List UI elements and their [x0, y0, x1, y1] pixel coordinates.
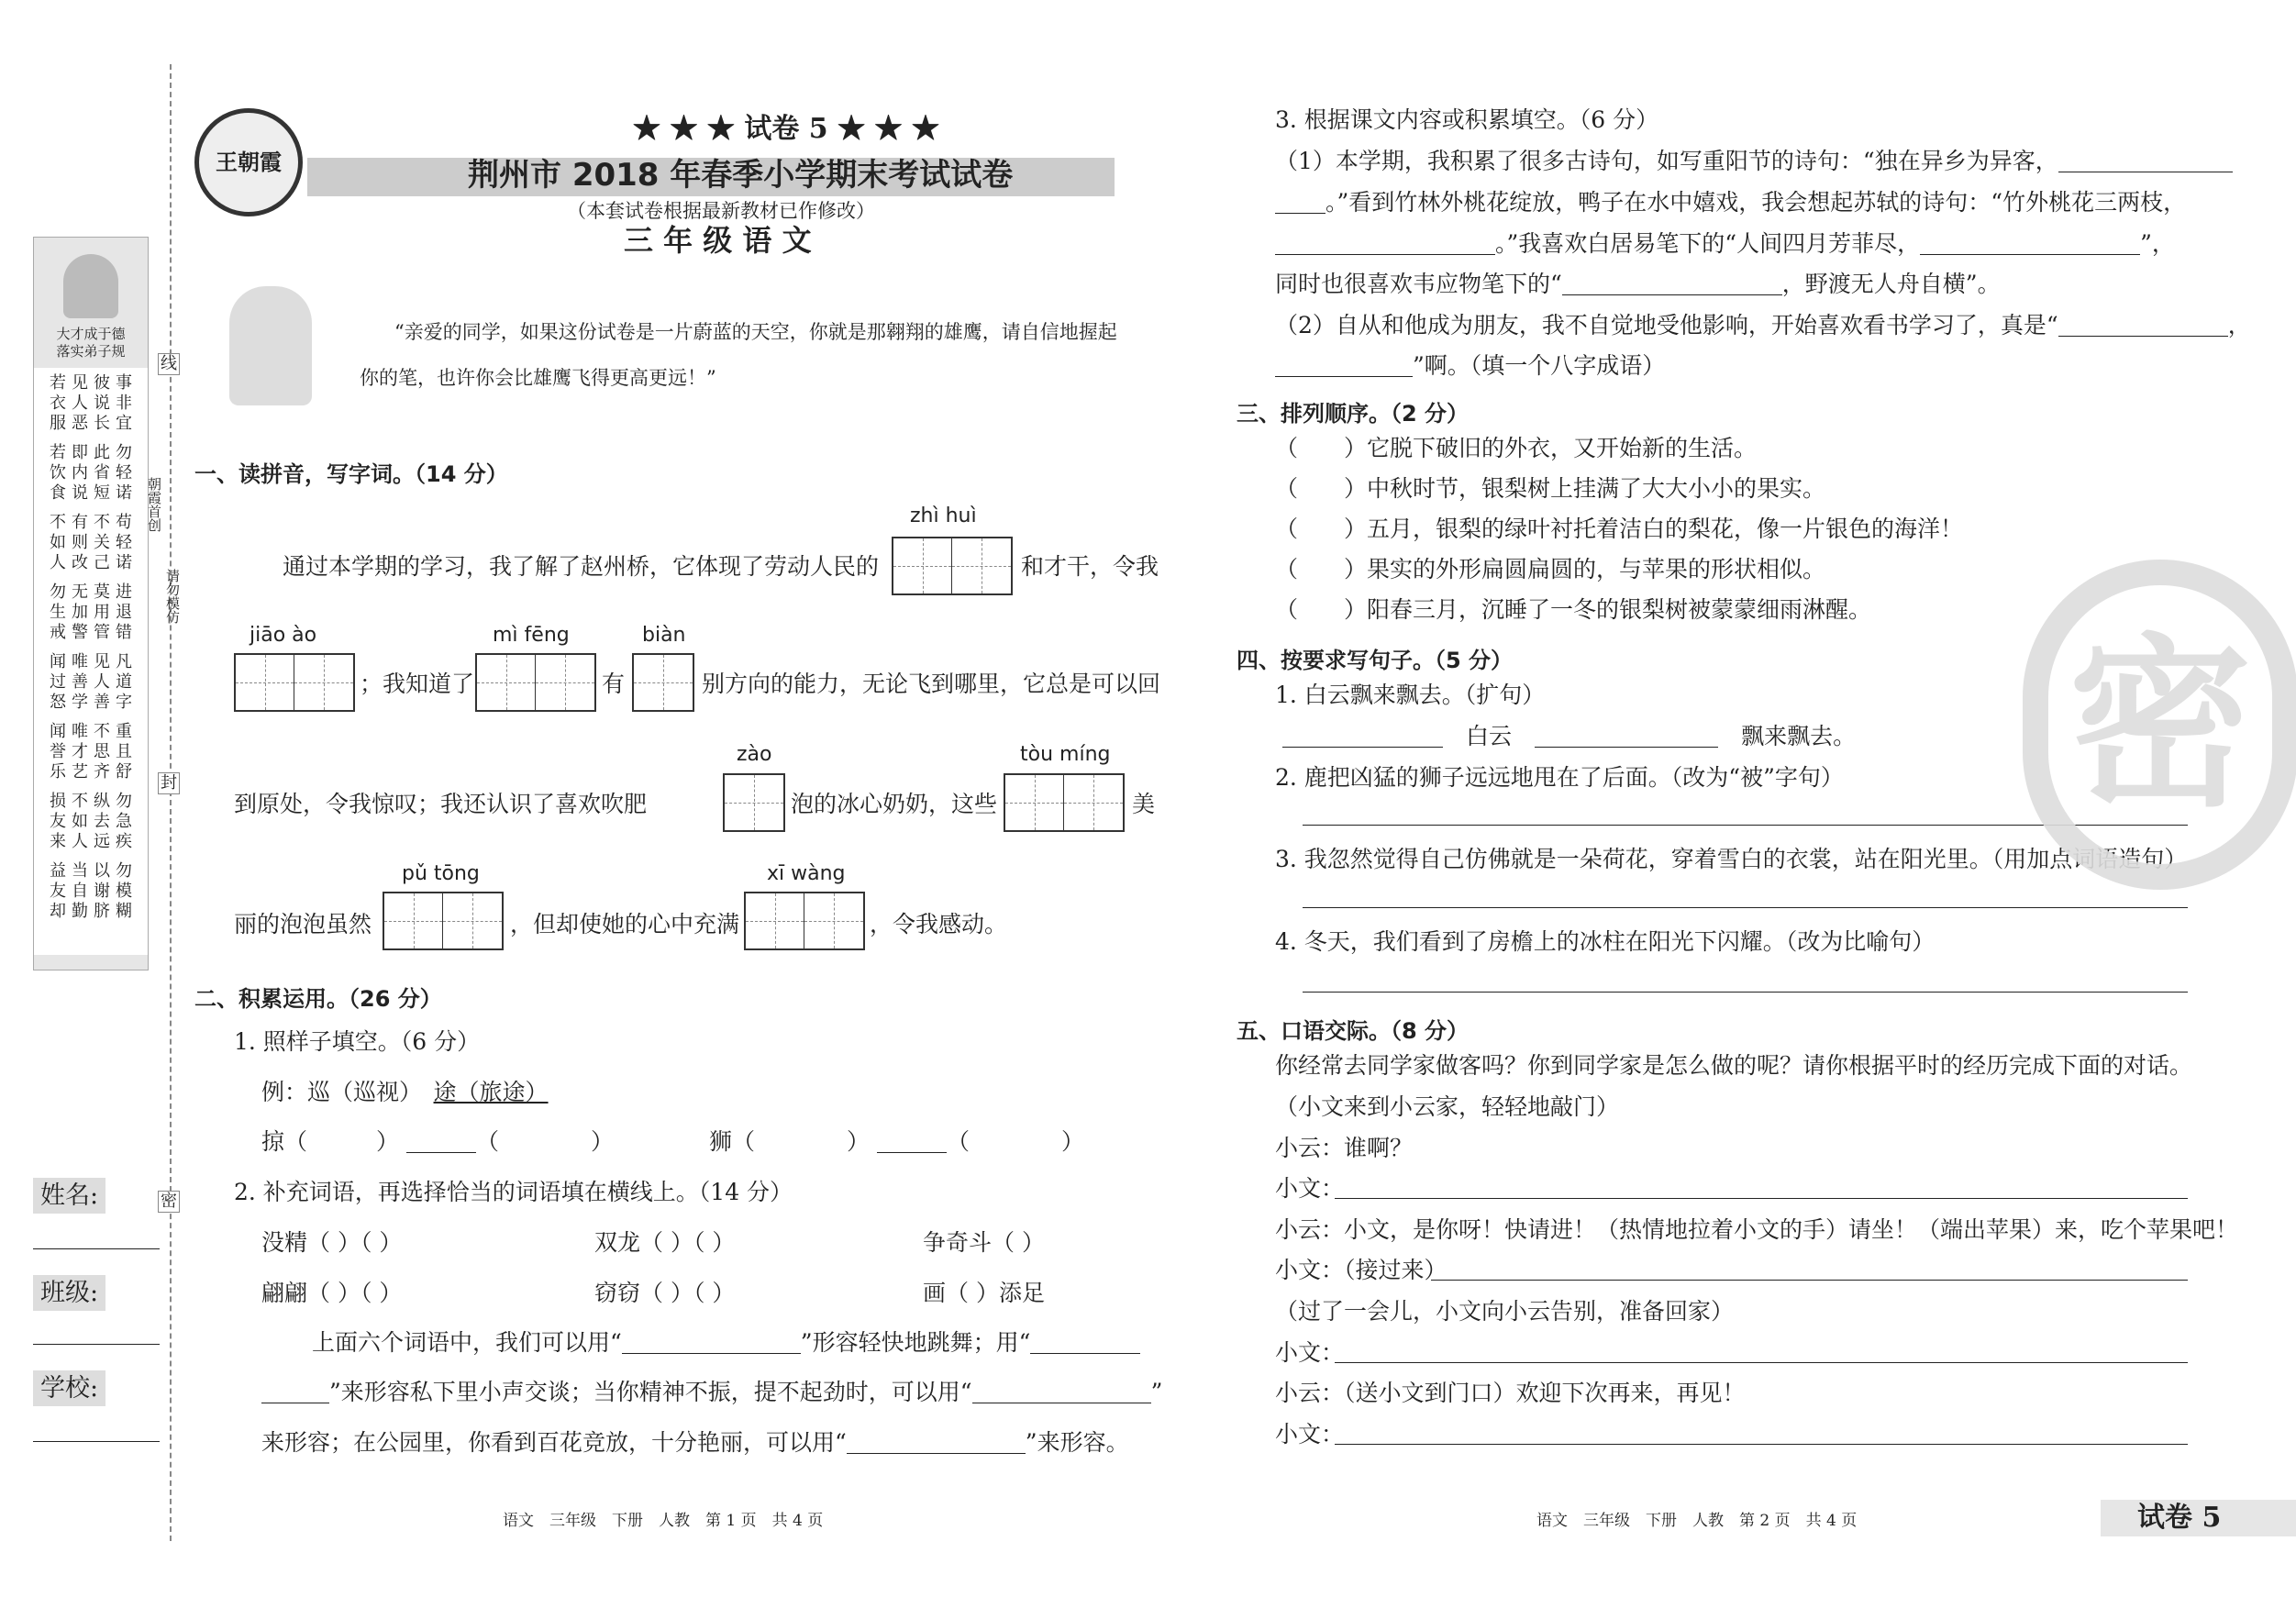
school-label: 学校: — [33, 1370, 105, 1406]
dialog-line-1[interactable] — [1335, 1197, 2188, 1199]
motto-column: 莫用管 — [94, 582, 110, 642]
motto-column: 有则改 — [72, 513, 88, 572]
blank-idiom-8a[interactable] — [2058, 315, 2228, 337]
exam-note: （本套试卷根据最新教材已作修改） — [567, 200, 875, 222]
s2-para-2: ”来形容私下里小声交谈；当你精神不振，提不起劲时，可以用“ ” — [261, 1381, 1162, 1403]
motto-column: 此省短 — [94, 443, 110, 503]
motto-group — [38, 652, 144, 713]
cartoon-kid-image — [63, 254, 118, 318]
intro-line-2: 你的笔，也许你会比雄鹰飞得更高更远！” — [360, 367, 716, 389]
boy-pointing-image — [229, 286, 312, 405]
pinyin-zao: zào — [737, 743, 772, 766]
s5-q2: 2. 鹿把凶猛的狮子远远地甩在了后面。（改为“被”字句） — [1275, 764, 1844, 791]
blank-idiom-c[interactable] — [972, 1381, 1151, 1403]
idiom-1[interactable]: 没精（ ）（ ） — [261, 1229, 403, 1256]
motto-group — [38, 792, 144, 852]
s2-q1-row: 掠（ ） （ ） — [261, 1128, 615, 1155]
motto-group — [38, 443, 144, 504]
dialog-line-3[interactable] — [1335, 1361, 2188, 1363]
answer-line-q4[interactable] — [1303, 991, 2188, 993]
motto-columns — [34, 368, 148, 955]
idiom-4[interactable]: 翩翩（ ）（ ） — [261, 1280, 403, 1306]
motto-bottom: 落实弟子规 — [56, 343, 126, 360]
s2-example: 例：巡（巡视） 途（旅途） — [261, 1079, 549, 1105]
margin-dash-line — [170, 64, 172, 1541]
s5-q4: 4. 冬天，我们看到了房檐上的冰柱在阳光下闪耀。（改为比喻句） — [1275, 928, 1936, 955]
series-label: ★ ★ ★ 试卷 5 ★ ★ ★ — [633, 113, 940, 145]
blank-poem-4[interactable] — [1562, 273, 1782, 295]
s1-text-3: 有 — [602, 671, 626, 697]
s6-line-9: 小文： — [1275, 1421, 1345, 1447]
pinyin-putong: pǔ tōng — [402, 862, 480, 885]
blank-poem-1b[interactable] — [1275, 192, 1325, 214]
idiom-6[interactable]: 画（ ）添足 — [923, 1280, 1045, 1306]
blank-idiom-b[interactable] — [1030, 1332, 1140, 1354]
s4-heading: 三、排列顺序。（2 分） — [1237, 401, 1470, 427]
s5-q3: 3. 我忽然觉得自己仿佛就是一朵荷花，穿着雪白的衣裳，站在阳光里。（用加点词语造句） — [1275, 846, 2188, 872]
blank-idiom-8b[interactable] — [1275, 355, 1413, 377]
s3-line-6: ”啊。（填一个八字成语） — [1275, 354, 1665, 377]
motto-group — [38, 722, 144, 782]
footer-tag: 试卷 5 — [2137, 1502, 2222, 1534]
cut-label-bottom: 密 — [158, 1191, 180, 1213]
s6-intro: 你经常去同学家做客吗？你到同学家是怎么做的呢？请你根据平时的经历完成下面的对话。 — [1275, 1052, 2193, 1079]
s1-text-5: 到原处，令我惊叹；我还认识了喜欢吹肥 — [234, 791, 648, 817]
blank-poem-1[interactable] — [2058, 150, 2233, 172]
pinyin-jiaoao: jiāo ào — [250, 624, 317, 647]
motto-column: 闻誉乐 — [50, 722, 66, 782]
pinyin-xiwang: xī wàng — [767, 862, 846, 885]
motto-column: 进退错 — [116, 582, 132, 642]
dialog-line-4[interactable] — [1335, 1443, 2188, 1445]
name-label: 姓名: — [33, 1178, 105, 1214]
s6-heading: 五、口语交际。（8 分） — [1237, 1018, 1470, 1044]
s1-text-10: ，令我感动。 — [870, 911, 1008, 937]
s3-q3: 3. 根据课文内容或积累填空。（6 分） — [1275, 106, 1659, 133]
name-field[interactable] — [33, 1248, 160, 1249]
motto-column: 若饮食 — [50, 443, 66, 503]
s2-heading: 二、积累运用。（26 分） — [194, 986, 442, 1012]
s1-heading: 一、读拼音，写字词。（14 分） — [194, 461, 508, 487]
s6-line-7: 小文： — [1275, 1339, 1345, 1366]
s1-text-9: ，但却使她的心中充满 — [510, 911, 740, 937]
answer-cells-bian[interactable] — [632, 653, 694, 712]
dialog-line-2[interactable] — [1431, 1279, 2188, 1281]
s1-text-2: ；我知道了 — [360, 671, 475, 697]
motto-column: 唯才艺 — [72, 722, 88, 782]
motto-top: 大才成于德 — [56, 326, 126, 342]
motto-column: 见人恶 — [72, 373, 88, 433]
motto-column: 益友却 — [50, 861, 66, 921]
answer-cells-xiwang[interactable] — [744, 892, 865, 950]
motto-column: 若衣服 — [50, 373, 66, 433]
answer-line-q3[interactable] — [1303, 906, 2188, 908]
pinyin-mifeng: mì fēng — [493, 624, 570, 647]
motto-group — [38, 861, 144, 922]
class-label: 班级: — [33, 1275, 105, 1311]
blank-idiom-d[interactable] — [847, 1432, 1026, 1454]
footer-left: 语文 三年级 下册 人教 第 1 页 共 4 页 — [503, 1512, 824, 1530]
blank-poem-3[interactable] — [1920, 233, 2140, 255]
order-item[interactable]: （ ）中秋时节，银梨树上挂满了大大小小的果实。 — [1275, 475, 1826, 502]
s3-line-3: 。”我喜欢白居易笔下的“人间四月芳菲尽， ”， — [1275, 232, 2175, 255]
blank-poem-2[interactable] — [1275, 233, 1495, 255]
blank-idiom-b2[interactable] — [261, 1381, 329, 1403]
watermark-seal: 密 — [2023, 560, 2296, 890]
seal-note-2: 请勿模仿 — [164, 569, 181, 624]
s2-q1-row-b: 狮（ ） （ ） — [709, 1128, 1085, 1155]
class-field[interactable] — [33, 1343, 160, 1345]
s6-line-3: 小文： — [1275, 1175, 1345, 1202]
exam-title: 荆州市 2018 年春季小学期末考试试卷 — [468, 157, 1014, 194]
motto-column: 不如人 — [50, 513, 66, 572]
s6-line-1: （小文来到小云家，轻轻地敲门） — [1275, 1093, 1620, 1120]
motto-column: 以谢脐 — [94, 861, 110, 921]
brand-logo: 王朝霞 — [194, 108, 303, 216]
footer-right: 语文 三年级 下册 人教 第 2 页 共 4 页 — [1536, 1512, 1858, 1530]
s1-text-4: 别方向的能力，无论飞到哪里，它总是可以回 — [702, 671, 1161, 697]
s3-line-5: （2）自从和他成为朋友，我不自觉地受他影响，开始喜欢看书学习了，真是“ ， — [1275, 312, 2251, 338]
motto-group — [38, 373, 144, 434]
answer-cells-putong[interactable] — [383, 892, 504, 950]
s6-line-5: 小文：（接过来） — [1275, 1257, 1447, 1283]
s5-q1: 1. 白云飘来飘去。（扩句） — [1275, 682, 1546, 708]
s1-text-1: 通过本学期的学习，我了解了赵州桥，它体现了劳动人民的 — [283, 553, 880, 580]
pinyin-bian: biàn — [642, 624, 686, 647]
motto-column: 事非宜 — [116, 373, 132, 433]
s1-text-8: 丽的泡泡虽然 — [234, 911, 372, 937]
motto-column: 勿急疾 — [116, 792, 132, 851]
cut-label-top: 线 — [158, 353, 180, 375]
blank-lue[interactable] — [406, 1131, 476, 1153]
s1-text-6: 泡的冰心奶奶，这些 — [791, 791, 998, 817]
motto-column: 勿生戒 — [50, 582, 66, 642]
motto-column: 勿轻诺 — [116, 443, 132, 503]
blank-expand-1[interactable] — [1282, 726, 1443, 748]
s3-line-4: 同时也很喜欢韦应物笔下的“ ，野渡无人舟自横”。 — [1275, 271, 2001, 297]
motto-group — [38, 582, 144, 643]
order-item[interactable]: （ ）阳春三月，沉睡了一冬的银梨树被蒙蒙细雨淋醒。 — [1275, 596, 1872, 623]
answer-cells-touming[interactable] — [1004, 773, 1125, 832]
motto-column: 见人善 — [94, 652, 110, 712]
s6-line-6: （过了一会儿，小文向小云告别，准备回家） — [1275, 1298, 1735, 1325]
school-field[interactable] — [33, 1440, 160, 1442]
s5-q1-answer: 白云 飘来飘去。 — [1282, 725, 1856, 748]
motto-column: 不关己 — [94, 513, 110, 572]
motto-column: 闻过怒 — [50, 652, 66, 712]
motto-column: 唯善学 — [72, 652, 88, 712]
motto-column: 损友来 — [50, 792, 66, 851]
seal-note-1: 朝霞首创 — [146, 477, 162, 532]
cut-label-mid: 封 — [158, 772, 180, 794]
s6-line-8: 小云：（送小文到门口）欢迎下次再来，再见！ — [1275, 1380, 1746, 1406]
motto-column: 勿模糊 — [116, 861, 132, 921]
s6-line-4: 小云：小文，是你呀！快请进！（热情地拉着小文的手）请坐！（端出苹果）来，吃个苹果吧！ — [1275, 1216, 2239, 1243]
answer-cells-zao[interactable] — [723, 773, 785, 832]
motto-group — [38, 513, 144, 573]
s1-text-1b: 和才干，令我 — [1021, 553, 1159, 580]
motto-column: 彼说长 — [94, 373, 110, 433]
order-item[interactable]: （ ）它脱下破旧的外衣，又开始新的生活。 — [1275, 435, 1758, 461]
order-list — [1275, 437, 1963, 638]
pinyin-touming: tòu míng — [1020, 743, 1111, 766]
s6-line-2: 小云：谁啊？ — [1275, 1135, 1414, 1161]
idiom-3[interactable]: 争奇斗（ ） — [923, 1229, 1045, 1256]
idiom-2[interactable]: 双龙（ ）（ ） — [594, 1229, 736, 1256]
s3-line-2: 。”看到竹林外桃花绽放，鸭子在水中嬉戏，我会想起苏轼的诗句：“竹外桃花三两枝， — [1275, 191, 2186, 214]
pinyin-zhihui: zhì huì — [910, 505, 977, 527]
s2-q1: 1. 照样子填空。（6 分） — [234, 1028, 481, 1055]
answer-cells-jiaoao[interactable] — [234, 653, 355, 712]
motto-column: 凡道字 — [116, 652, 132, 712]
motto-column: 无加警 — [72, 582, 88, 642]
s1-text-7: 美 — [1132, 791, 1156, 817]
answer-cells-zhihui[interactable] — [892, 537, 1013, 595]
motto-column: 即内说 — [72, 443, 88, 503]
motto-column: 苟轻诺 — [116, 513, 132, 572]
exam-subtitle: 三 年 级 语 文 — [624, 223, 812, 258]
order-item[interactable]: （ ）果实的外形扁圆扁圆的，与苹果的形状相似。 — [1275, 556, 1826, 582]
motto-column: 重且舒 — [116, 722, 132, 782]
answer-cells-mifeng[interactable] — [475, 653, 596, 712]
blank-idiom-a[interactable] — [622, 1332, 801, 1354]
s5-heading: 四、按要求写句子。（5 分） — [1237, 648, 1514, 673]
s3-line-1: （1）本学期，我积累了很多古诗句，如写重阳节的诗句：“独在异乡为异客， — [1275, 150, 2233, 172]
blank-expand-2[interactable] — [1535, 726, 1718, 748]
s2-para-3: 来形容；在公园里，你看到百花竞放，十分艳丽，可以用“ ”来形容。 — [261, 1429, 1129, 1456]
idiom-5[interactable]: 窃窃（ ）（ ） — [594, 1280, 736, 1306]
motto-column: 不如人 — [72, 792, 88, 851]
s2-para-1: 上面六个词语中，我们可以用“ ”形容轻快地跳舞；用“ — [312, 1331, 1140, 1354]
order-item[interactable]: （ ）五月，银梨的绿叶衬托着洁白的梨花，像一片银色的海洋！ — [1275, 516, 1964, 542]
motto-column: 纵去远 — [94, 792, 110, 851]
motto-column: 不思齐 — [94, 722, 110, 782]
motto-column: 当自勤 — [72, 861, 88, 921]
s2-q2: 2. 补充词语，再选择恰当的词语填在横线上。（14 分） — [234, 1179, 793, 1205]
blank-shi[interactable] — [877, 1131, 947, 1153]
intro-line-1: “亲爱的同学，如果这份试卷是一片蔚蓝的天空，你就是那翱翔的雄鹰，请自信地握起 — [394, 321, 1117, 343]
motto-panel — [33, 237, 149, 970]
